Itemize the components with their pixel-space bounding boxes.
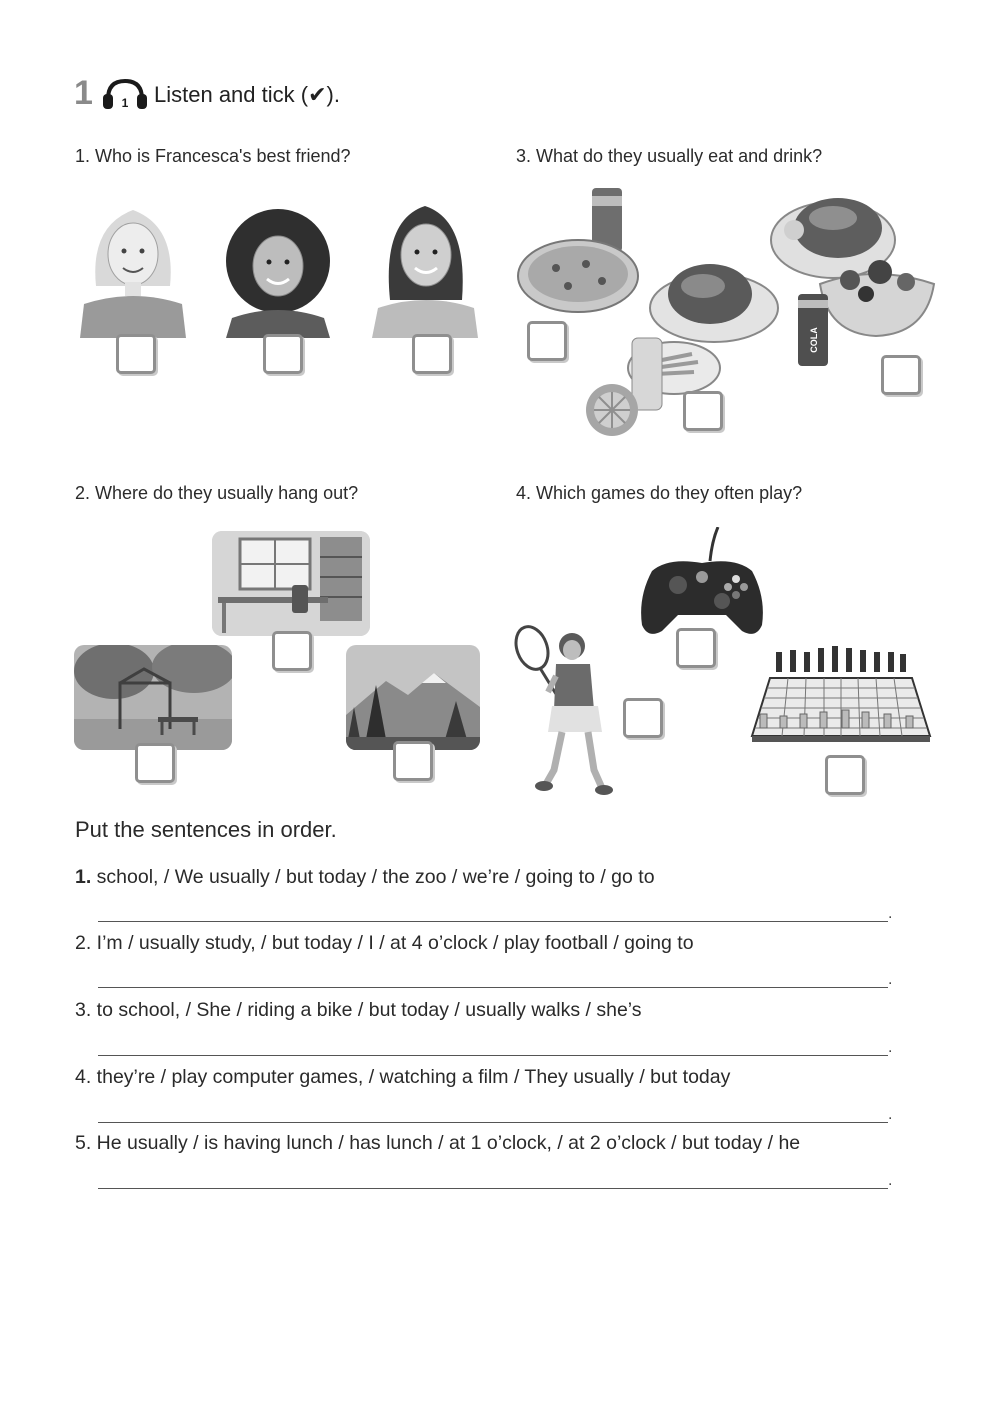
tick-box-4b[interactable] <box>623 698 663 738</box>
question-2: 2. Where do they usually hang out? <box>75 483 359 503</box>
question-4: 4. Which games do they often play? <box>516 483 803 503</box>
tick-box-1b[interactable] <box>263 334 303 374</box>
answer-line-2[interactable] <box>98 969 888 988</box>
sentence-3 <box>75 999 642 1022</box>
sentence-number: 1. <box>75 866 92 888</box>
sentence-text: to school, / She / riding a bike / but today / usually walks / she’s <box>91 999 642 1021</box>
line-end-dot: . <box>888 971 893 988</box>
headphones-icon <box>100 77 150 111</box>
tick-box-2c[interactable] <box>393 741 433 781</box>
answer-line-3[interactable] <box>98 1037 888 1056</box>
tick-box-4a[interactable] <box>676 628 716 668</box>
line-end-dot: . <box>888 1039 893 1056</box>
game-controller-icon <box>638 527 766 639</box>
sentence-text: school, / We usually / but today / the zoo / we’re / going to / go to <box>91 866 655 888</box>
chess-board-icon <box>750 644 932 744</box>
tick-box-3a[interactable] <box>527 321 567 361</box>
pizza-cola-icon <box>516 186 642 318</box>
mountains-icon <box>346 645 480 750</box>
sentence-1 <box>75 866 655 889</box>
tick-box-1a[interactable] <box>116 334 156 374</box>
girl-dark-hair-icon <box>370 200 480 338</box>
exercise-number: 1 <box>74 74 93 112</box>
tick-box-3c[interactable] <box>881 355 921 395</box>
chicken-icon <box>648 246 780 346</box>
sentence-number: 2. <box>75 932 92 954</box>
tick-box-2b[interactable] <box>135 743 175 783</box>
exercise-title: Listen and tick (✔). <box>154 82 340 107</box>
salad-cola-icon <box>794 244 936 370</box>
answer-line-5[interactable] <box>98 1170 888 1189</box>
sentence-2 <box>75 932 694 955</box>
tick-box-3b[interactable] <box>683 391 723 431</box>
sentence-number: 3. <box>75 999 92 1021</box>
line-end-dot: . <box>888 1106 893 1123</box>
tick-box-1c[interactable] <box>412 334 452 374</box>
cola-label: COLA <box>809 327 819 353</box>
line-end-dot: . <box>888 1172 893 1189</box>
sentence-text: He usually / is having lunch / has lunch / at 1 o’clock, / at 2 o’clock / but today / he <box>91 1132 801 1154</box>
sentence-4 <box>75 1066 730 1089</box>
answer-line-1[interactable] <box>98 903 888 922</box>
tennis-player-icon <box>514 620 614 796</box>
tick-box-4c[interactable] <box>825 755 865 795</box>
section-title: Put the sentences in order. <box>75 817 337 842</box>
sentence-text: they’re / play computer games, / watching a film / They usually / but today <box>91 1066 731 1088</box>
girl-blonde-icon <box>78 196 188 338</box>
sentence-5 <box>75 1132 800 1155</box>
answer-line-4[interactable] <box>98 1104 888 1123</box>
question-3: 3. What do they usually eat and drink? <box>516 146 823 166</box>
track-number: 1 <box>121 96 129 110</box>
sentence-number: 5. <box>75 1132 92 1154</box>
sentence-text: I’m / usually study, / but today / I / at 4 o’clock / play football / going to <box>91 932 694 954</box>
line-end-dot: . <box>888 905 893 922</box>
question-1: 1. Who is Francesca's best friend? <box>75 146 351 166</box>
girl-curly-hair-icon <box>222 206 334 338</box>
playground-icon <box>74 645 232 750</box>
bedroom-icon <box>212 531 370 636</box>
tick-box-2a[interactable] <box>272 631 312 671</box>
sentence-number: 4. <box>75 1066 92 1088</box>
